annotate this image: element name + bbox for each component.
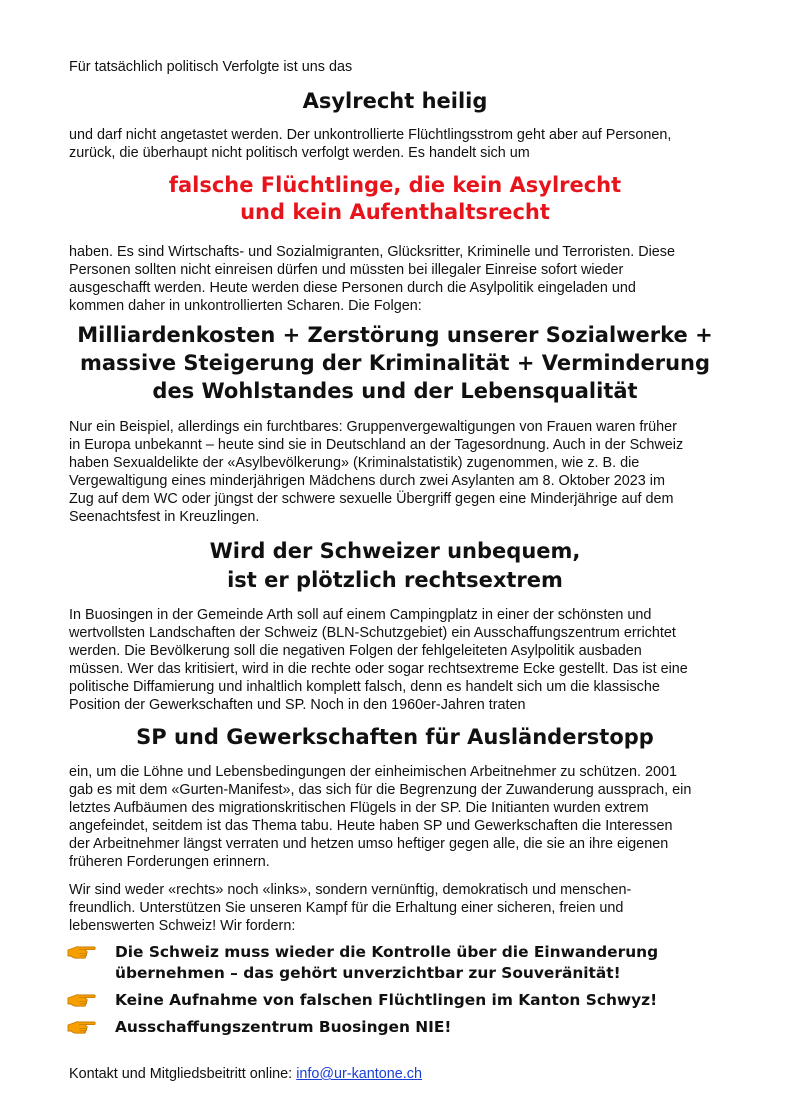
demands-list [69, 942, 721, 1044]
paragraph-5-line: Position der Gewerkschaften und SP. Noch in den 1960er-Jahren traten [69, 697, 526, 713]
paragraph-6-line: ein, um die Löhne und Lebensbedingungen der einheimischen Arbeitnehmer zu schützen. 2001 [69, 764, 678, 780]
paragraph-7-line: freundlich. Unterstützen Sie unseren Kampf für die Erhaltung einer sicheren, freien und [69, 900, 624, 916]
paragraph-6-line: der Arbeitnehmer längst verraten und hetzen umso heftiger gegen alle, die sie an ihre eigenen [69, 836, 669, 852]
intro-paragraph [69, 58, 352, 76]
paragraph-6-line: früheren Forderungen erinnern. [69, 854, 270, 870]
paragraph-4-line: Seenachtsfest in Kreuzlingen. [69, 509, 260, 525]
paragraph-4-line: Vergewaltigung eines minderjährigen Mädchens durch zwei Asylanten am 8. Oktober 2023 im [69, 473, 665, 489]
headline-consequences [69, 321, 721, 405]
headline-rechtsextrem-line: ist er plötzlich rechtsextrem [227, 568, 563, 592]
headline-consequences-line: Milliardenkosten + Zerstörung unserer Sozialwerke + [77, 323, 713, 347]
pointing-hand-icon [67, 1019, 97, 1035]
demand-item [69, 1017, 721, 1038]
footer-contact [69, 1065, 422, 1083]
headline-consequences-line: massive Steigerung der Kriminalität + Verminderung [79, 351, 711, 375]
paragraph-4-line: haben Sexualdelikte der «Asylbevölkerung» (Kriminalstatistik) zugenommen, wie z. B. die [69, 455, 640, 471]
pointing-hand-icon [67, 944, 97, 960]
paragraph-3 [69, 243, 675, 315]
paragraph-3-line: haben. Es sind Wirtschafts- und Sozialmigranten, Glücksritter, Kriminelle und Terroristen. Diese [69, 244, 675, 260]
paragraph-3-line: Personen sollten nicht einreisen dürfen und müssten bei illegaler Einreise sofort wieder [69, 262, 624, 278]
paragraph-4 [69, 418, 683, 526]
paragraph-4-line: Zug auf dem WC oder jüngst der schwere sexuelle Übergriff gegen eine Minderjährige auf dem [69, 491, 674, 507]
paragraph-2 [69, 126, 671, 162]
paragraph-7-line: Wir sind weder «rechts» noch «links», sondern vernünftig, demokratisch und menschen- [69, 882, 632, 898]
paragraph-7-line: lebenswerten Schweiz! Wir fordern: [69, 918, 296, 934]
headline-consequences-line: des Wohlstandes und der Lebensqualität [152, 379, 638, 403]
paragraph-5-line: wertvollsten Landschaften der Schweiz (BLN-Schutzgebiet) ein Ausschaffungszentrum errichtet [69, 625, 676, 641]
headline-sp-auslaenderstopp [69, 722, 721, 752]
footer-label: Kontakt und Mitgliedsbeitritt online: [69, 1066, 297, 1082]
paragraph-5-line: werden. Die Bevölkerung soll die negativen Folgen der fehlgeleiteten Asylpolitik ausbaden [69, 643, 642, 659]
paragraph-5-line: politische Diffamierung und inhaltlich komplett falsch, denn es handelt sich um die klassische [69, 679, 660, 695]
headline-false-refugees-line: falsche Flüchtlinge, die kein Asylrecht [168, 173, 622, 197]
demand-line: Ausschaffungszentrum Buosingen NIE! [115, 1018, 452, 1036]
paragraph-6 [69, 763, 691, 871]
paragraph-5-line: müssen. Wer das kritisiert, wird in die rechte oder sogar rechtsextreme Ecke gestellt. Das ist eine [69, 661, 688, 677]
demand-item [69, 942, 721, 984]
paragraph-6-line: letztes Aufbäumen des migrationskritischen Flügels in der SP. Die Initianten wurden extrem [69, 800, 649, 816]
headline-asylrecht-text: Asylrecht heilig [302, 89, 488, 113]
contact-email-link[interactable]: info@ur-kantone.ch [296, 1066, 422, 1082]
paragraph-2-line: und darf nicht angetastet werden. Der unkontrollierte Flüchtlingsstrom geht aber auf Personen, [69, 127, 672, 143]
headline-rechtsextrem [69, 537, 721, 595]
paragraph-5 [69, 606, 688, 714]
demand-line: Keine Aufnahme von falschen Flüchtlingen im Kanton Schwyz! [115, 991, 658, 1009]
paragraph-3-line: ausgeschafft werden. Heute werden diese Personen durch die Asylpolitik eingeladen und [69, 280, 636, 296]
paragraph-6-line: angefeindet, seitdem ist das Thema tabu. Heute haben SP und Gewerkschaften die Interessen [69, 818, 673, 834]
paragraph-4-line: in Europa unbekannt – heute sind sie in Deutschland an der Tagesordnung. Auch in der Schweiz [69, 437, 684, 453]
headline-asylrecht [69, 86, 721, 116]
paragraph-3-line: kommen daher in unkontrollierten Scharen. Die Folgen: [69, 298, 422, 314]
demand-line: Die Schweiz muss wieder die Kontrolle über die Einwanderung [115, 943, 659, 961]
paragraph-4-line: Nur ein Beispiel, allerdings ein furchtbares: Gruppenvergewaltigungen von Frauen waren früher [69, 419, 677, 435]
paragraph-2-line: zurück, die überhaupt nicht politisch verfolgt werden. Es handelt sich um [69, 145, 530, 161]
headline-rechtsextrem-line: Wird der Schweizer unbequem, [209, 539, 581, 563]
headline-false-refugees [69, 172, 721, 226]
headline-false-refugees-line: und kein Aufenthaltsrecht [240, 200, 550, 224]
headline-sp-auslaenderstopp-text: SP und Gewerkschaften für Ausländerstopp [136, 725, 654, 749]
paragraph-7 [69, 881, 631, 935]
intro-text: Für tatsächlich politisch Verfolgte ist uns das [69, 59, 353, 75]
demand-line: übernehmen – das gehört unverzichtbar zur Souveränität! [115, 964, 621, 982]
demand-item [69, 990, 721, 1011]
paragraph-6-line: gab es mit dem «Gurten-Manifest», das sich für die Begrenzung der Zuwanderung aussprach, ein [69, 782, 692, 798]
paragraph-5-line: In Buosingen in der Gemeinde Arth soll auf einem Campingplatz in einer der schönsten und [69, 607, 652, 623]
pointing-hand-icon [67, 992, 97, 1008]
